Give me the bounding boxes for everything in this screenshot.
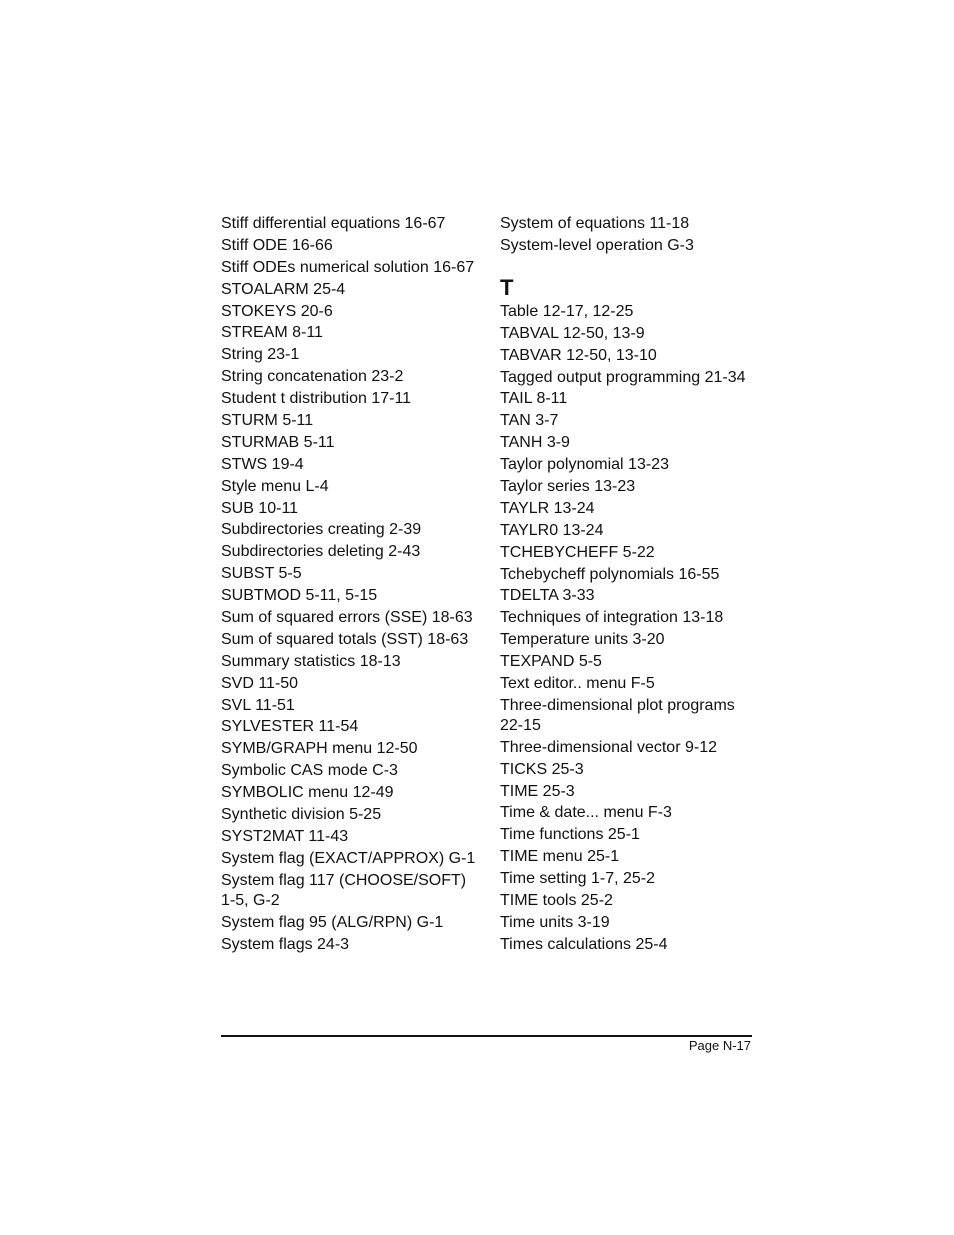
index-entry: Techniques of integration 13-18 [500,609,724,627]
index-entry: Subdirectories deleting 2-43 [221,543,421,561]
index-entry: Student t distribution 17-11 [221,390,412,408]
index-entry: Table 12-17, 12-25 [500,302,634,320]
index-entry: STURMAB 5-11 [221,433,335,451]
index-column-right [500,214,752,957]
index-entry: STURM 5-11 [221,412,314,430]
index-entry: TAYLR0 13-24 [500,521,604,539]
index-entry: Time setting 1-7, 25-2 [500,870,656,888]
index-entry: TAN 3-7 [500,412,559,430]
index-entry: Stiff differential equations 16-67 [221,215,446,232]
index-entry: TIME tools 25-2 [500,892,613,910]
index-entry: Sum of squared errors (SSE) 18-63 [221,609,473,627]
index-entry: Summary statistics 18-13 [221,652,401,670]
index-entry: System flag (EXACT/APPROX) G-1 [221,849,476,867]
index-entry: Three-dimensional plot programs 22-15 [500,696,735,734]
index-entry: Taylor series 13-23 [500,478,636,496]
index-entry: Tchebycheff polynomials 16-55 [500,565,720,583]
index-entry: STWS 19-4 [221,455,304,473]
index-entry: SVD 11-50 [221,674,299,692]
index-entry: Text editor.. menu F-5 [500,675,655,693]
index-entry: TABVAR 12-50, 13-10 [500,346,657,364]
index-entry: SYMBOLIC menu 12-49 [221,784,394,802]
index-entry: SUBST 5-5 [221,565,302,583]
index-entry: System-level operation G-3 [500,236,694,254]
index-entry: TIME menu 25-1 [500,848,620,866]
index-entry: TEXPAND 5-5 [500,653,602,671]
index-entry: System flag 95 (ALG/RPN) G-1 [221,913,444,931]
index-column-left [221,214,483,956]
index-entry: Style menu L-4 [221,477,329,495]
index-entry: SYLVESTER 11-54 [221,718,359,736]
index-entry: Taylor polynomial 13-23 [500,456,669,474]
index-entry: Time functions 25-1 [500,826,640,844]
index-entry: System of equations 11-18 [500,215,690,232]
page-number: Page N-17 [688,1038,751,1053]
index-entry: TAIL 8-11 [500,390,568,408]
index-entry: SVL 11-51 [221,696,295,714]
index-entry: SUB 10-11 [221,499,299,517]
index-entry: STREAM 8-11 [221,324,323,342]
index-entry: TICKS 25-3 [500,760,584,778]
index-entry: TANH 3-9 [500,434,570,452]
index-entry: Stiff ODE 16-66 [221,236,333,254]
index-entry: Subdirectories creating 2-39 [221,521,422,539]
index-entry: Synthetic division 5-25 [221,806,382,824]
index-entry: String concatenation 23-2 [221,368,404,386]
index-entry: TCHEBYCHEFF 5-22 [500,543,655,561]
index-entry: Time & date... menu F-3 [500,804,672,822]
index-entry: Symbolic CAS mode C-3 [221,762,398,780]
index-entry: System flags 24-3 [221,935,350,953]
index-entry: String 23-1 [221,346,300,364]
index-entry: Times calculations 25-4 [500,935,668,953]
index-entry: Time units 3-19 [500,913,610,931]
index-entry: TAYLR 13-24 [500,499,595,517]
index-entry: SUBTMOD 5-11, 5-15 [221,587,378,605]
index-entry: TABVAL 12-50, 13-9 [500,324,645,342]
footer-divider [221,1035,752,1037]
index-entry: Three-dimensional vector 9-12 [500,738,717,756]
index-entry: Temperature units 3-20 [500,631,665,649]
index-entry: Sum of squared totals (SST) 18-63 [221,630,469,648]
index-entry: Tagged output programming 21-34 [500,368,746,386]
section-letter-heading: T [500,274,514,300]
index-entry: STOKEYS 20-6 [221,302,333,320]
index-entry: TIME 25-3 [500,782,575,800]
index-entry: System flag 117 (CHOOSE/SOFT) 1-5, G-2 [221,871,467,909]
index-entry: Stiff ODEs numerical solution 16-67 [221,258,475,276]
index-entry: STOALARM 25-4 [221,280,346,298]
index-entry: SYMB/GRAPH menu 12-50 [221,740,418,758]
index-entry: SYST2MAT 11-43 [221,827,349,845]
index-entry: TDELTA 3-33 [500,587,595,605]
